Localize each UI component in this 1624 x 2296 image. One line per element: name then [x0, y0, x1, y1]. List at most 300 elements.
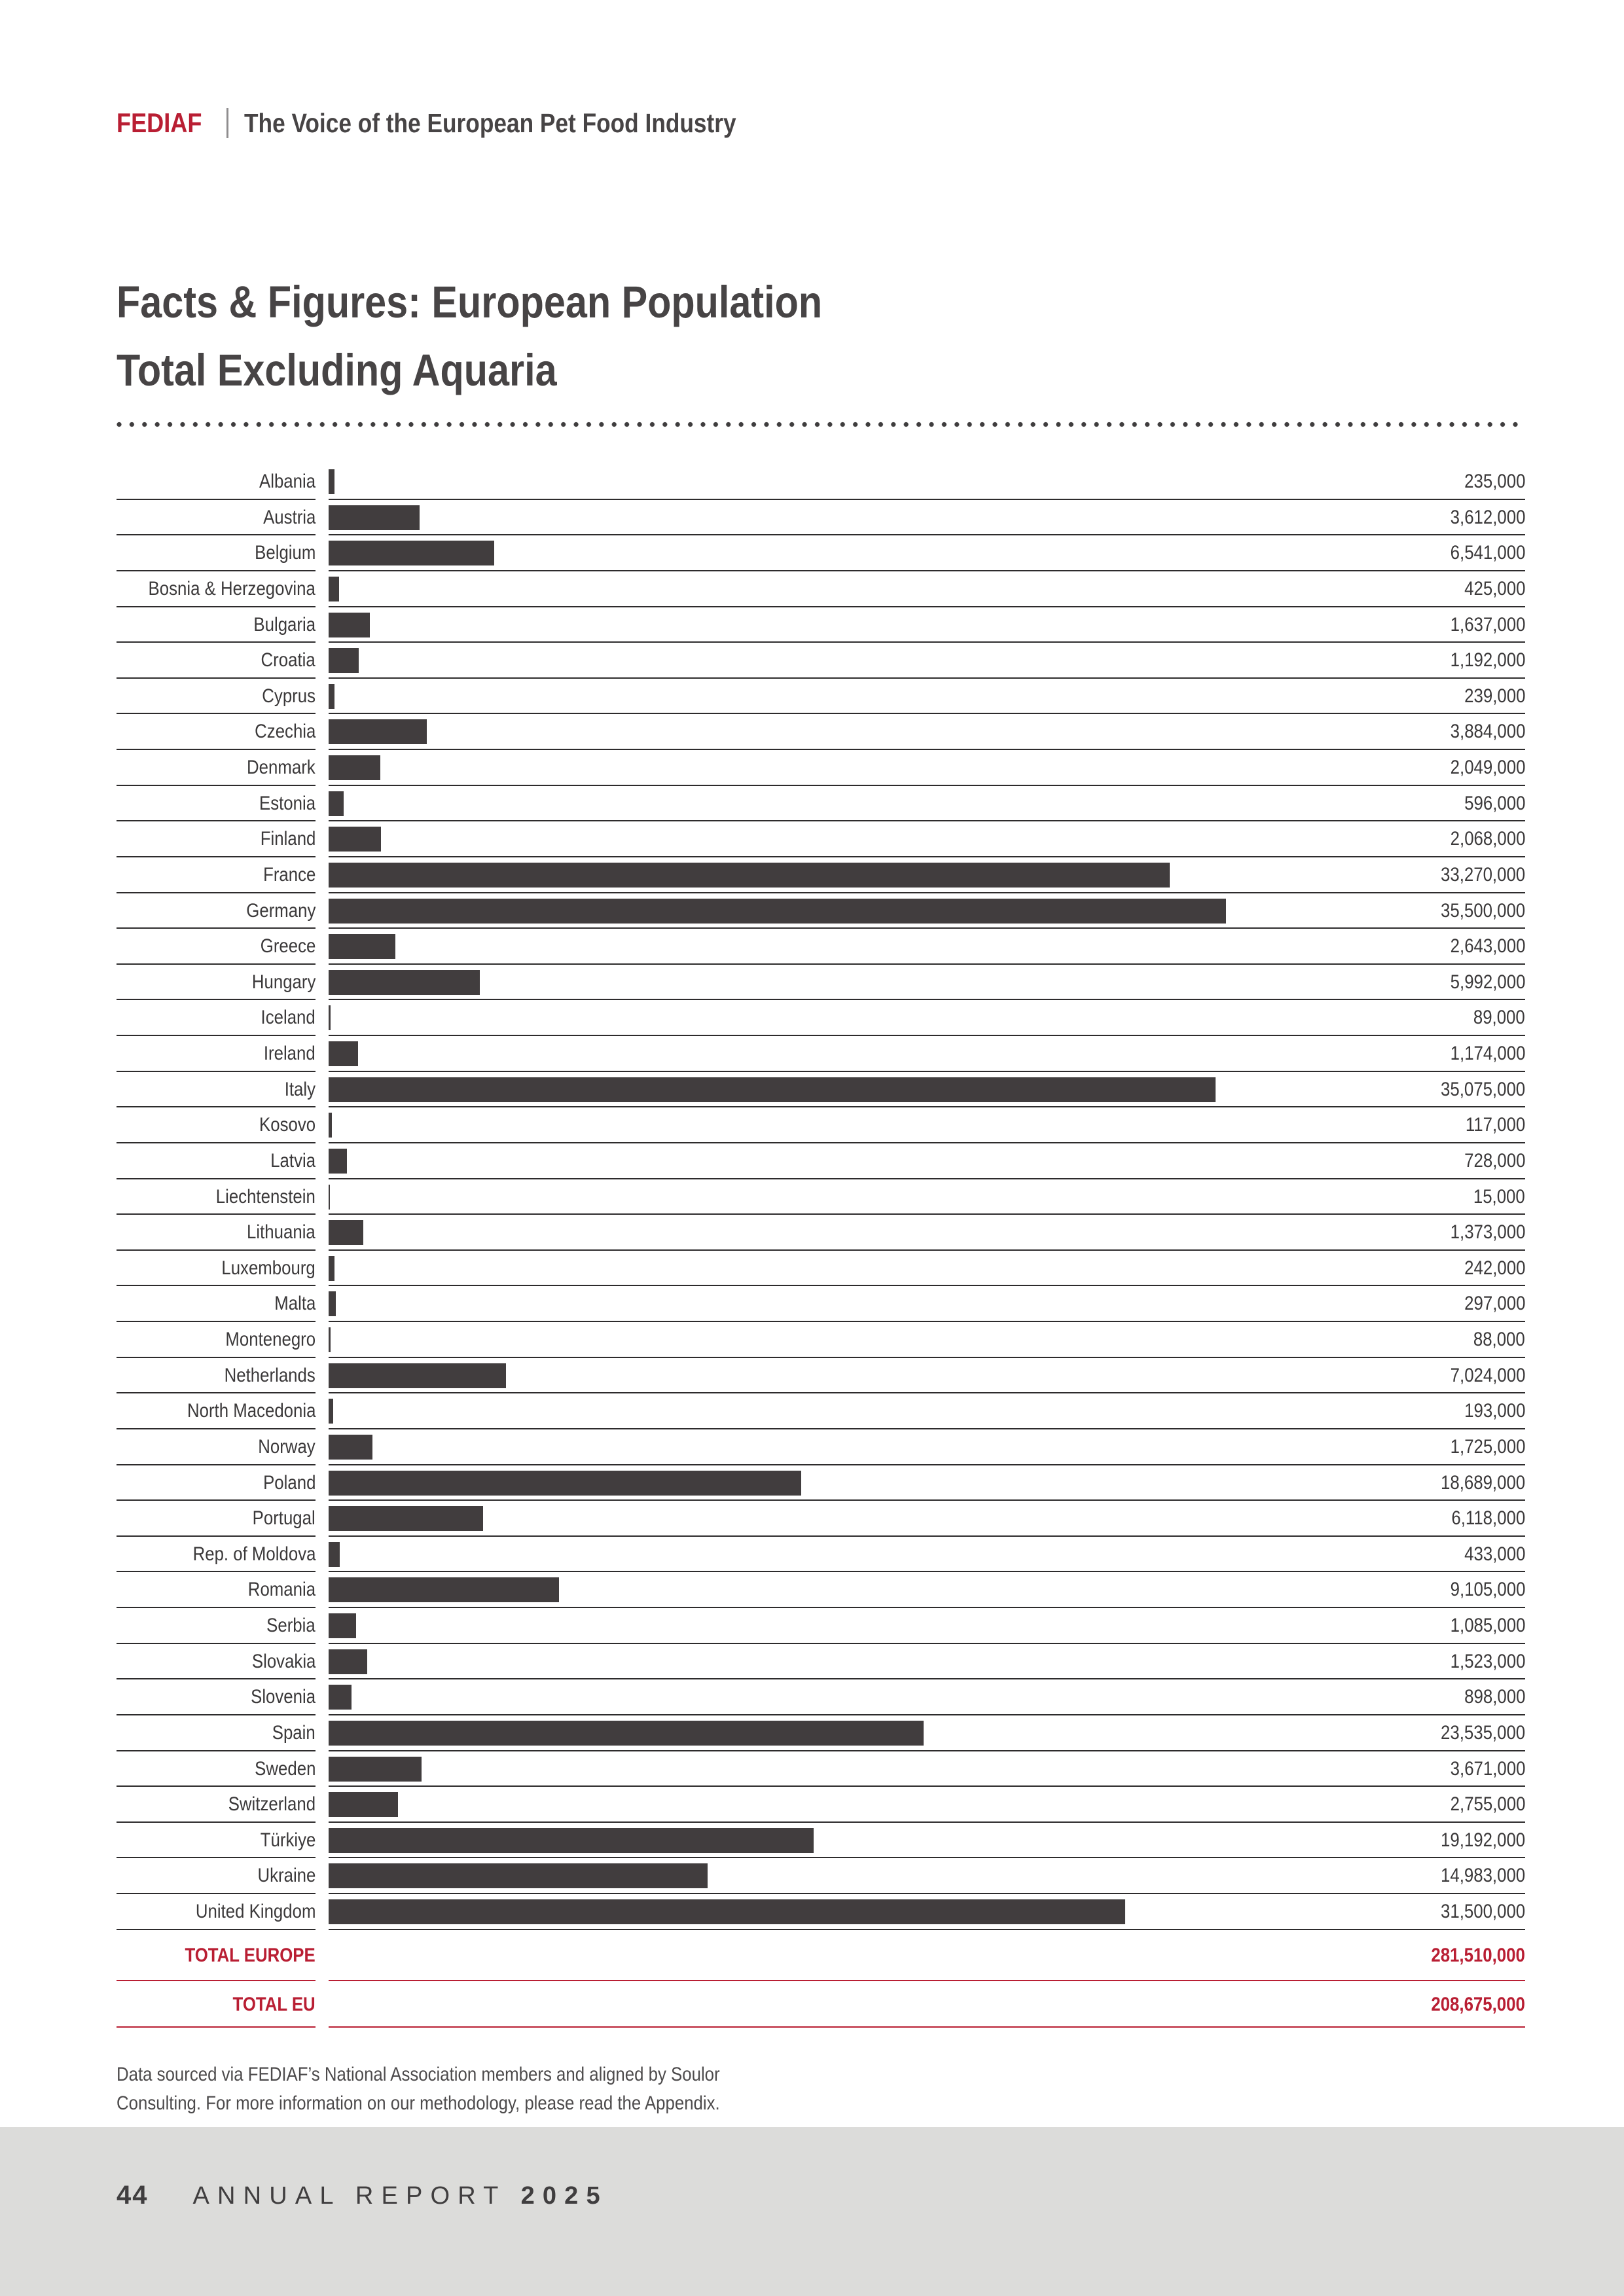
axis-gap [316, 1000, 329, 1036]
table-row [117, 1823, 1525, 1859]
bar-cell [329, 1787, 1525, 1823]
value-cell [1438, 821, 1525, 856]
value-label: 242,000 [1464, 1257, 1525, 1279]
country-label: Germany [245, 899, 316, 922]
total-eu-label: TOTAL EU [232, 1993, 316, 2015]
page-title-line2: Total Excluding Aquaria [117, 345, 557, 396]
axis-gap [316, 1465, 329, 1501]
country-label: Slovakia [251, 1650, 316, 1672]
total-eu-value: 208,675,000 [1431, 1993, 1525, 2015]
axis-gap [316, 1572, 329, 1608]
table-row [117, 1286, 1525, 1322]
value-cell [1454, 464, 1525, 499]
country-label-cell [117, 1608, 316, 1644]
bar-cell [329, 1251, 1525, 1287]
bar [329, 934, 395, 959]
value-cell [1427, 1465, 1525, 1500]
table-row [117, 1894, 1525, 1930]
bar-cell [329, 1823, 1525, 1859]
table-row [117, 857, 1525, 893]
country-label: Malta [274, 1293, 316, 1315]
total-europe-label-cell [117, 1930, 316, 1981]
report-year: 2025 [520, 2182, 608, 2210]
value-label: 23,535,000 [1440, 1721, 1525, 1744]
country-label-cell [117, 714, 316, 750]
country-label: Luxembourg [221, 1257, 316, 1279]
bar [329, 1220, 363, 1245]
country-label: Poland [262, 1471, 316, 1494]
value-cell [1427, 893, 1525, 928]
bar-cell [329, 1286, 1525, 1322]
country-label-cell [117, 464, 316, 500]
value-cell [1438, 643, 1525, 677]
bar [329, 1435, 372, 1460]
axis-gap [316, 1501, 329, 1537]
axis-gap [316, 1679, 329, 1715]
bar-cell [329, 500, 1525, 536]
table-row [117, 929, 1525, 965]
country-label-cell [117, 965, 316, 1001]
bar-cell [329, 714, 1525, 750]
table-row [117, 1715, 1525, 1751]
country-label: Hungary [251, 971, 316, 993]
brand-text: FEDIAF [117, 107, 202, 138]
value-label: 3,671,000 [1450, 1757, 1525, 1780]
country-label-cell [117, 929, 316, 965]
table-row [117, 1644, 1525, 1680]
bar-cell [329, 857, 1525, 893]
axis-gap [316, 1537, 329, 1573]
country-label-cell [117, 1894, 316, 1930]
bar-cell [329, 1537, 1525, 1573]
bar-cell [329, 893, 1525, 929]
country-label: Iceland [261, 1007, 316, 1029]
value-label: 5,992,000 [1450, 971, 1525, 993]
bar [329, 1363, 506, 1388]
country-label-cell [117, 1537, 316, 1573]
value-cell [1439, 1501, 1525, 1535]
bar [329, 1899, 1125, 1924]
bar [329, 541, 494, 565]
value-label: 898,000 [1464, 1686, 1525, 1708]
bar [329, 863, 1170, 888]
bar-cell [329, 1000, 1525, 1036]
country-label-cell [117, 1251, 316, 1287]
footer-content [117, 2181, 608, 2210]
axis-gap [316, 571, 329, 607]
bar-cell [329, 1572, 1525, 1608]
country-label: Austria [262, 506, 316, 528]
country-label: Norway [258, 1435, 316, 1458]
country-label: Netherlands [224, 1364, 316, 1386]
axis-gap [316, 929, 329, 965]
axis-gap [316, 1036, 329, 1072]
bar-cell [329, 607, 1525, 643]
country-label-cell [117, 1107, 316, 1143]
table-row [117, 679, 1525, 715]
brand-logo-text [117, 107, 216, 139]
country-label-cell [117, 1072, 316, 1108]
country-label-cell [117, 1000, 316, 1036]
country-label-cell [117, 643, 316, 679]
country-label-cell [117, 607, 316, 643]
value-cell [1438, 1644, 1525, 1679]
axis-gap [316, 1608, 329, 1644]
value-cell [1454, 1143, 1525, 1178]
dotted-divider [117, 422, 1525, 427]
bar-cell [329, 643, 1525, 679]
bar [329, 1291, 336, 1316]
bar [329, 1005, 331, 1030]
country-label: Liechtenstein [215, 1185, 316, 1208]
bar [329, 1077, 1216, 1102]
value-label: 235,000 [1464, 471, 1525, 492]
value-cell [1438, 929, 1525, 963]
axis-gap [316, 1751, 329, 1787]
value-cell [1454, 786, 1525, 821]
footnote-line2: Consulting. For more information on our methodology, please read the Appendix. [117, 2092, 720, 2114]
value-cell [1438, 1787, 1525, 1821]
bar-cell [329, 1501, 1525, 1537]
bar-cell [329, 1679, 1525, 1715]
value-cell [1465, 1179, 1525, 1214]
bar [329, 1542, 340, 1567]
country-label-cell [117, 750, 316, 786]
value-cell [1454, 1537, 1525, 1571]
table-row [117, 1751, 1525, 1787]
bar [329, 1613, 356, 1638]
table-row [117, 1787, 1525, 1823]
country-label-cell [117, 786, 316, 822]
bar [329, 1828, 814, 1853]
country-label: Ukraine [257, 1865, 316, 1887]
value-cell [1438, 535, 1525, 570]
country-label-cell [117, 1358, 316, 1394]
country-label: Kosovo [259, 1114, 316, 1136]
bar-cell [329, 1393, 1525, 1429]
country-label-cell [117, 571, 316, 607]
country-label-cell [117, 1715, 316, 1751]
header-divider [226, 108, 228, 138]
table-row [117, 571, 1525, 607]
value-label: 425,000 [1464, 577, 1525, 600]
table-row [117, 464, 1525, 500]
bar [329, 719, 427, 744]
table-row [117, 1215, 1525, 1251]
table-row [117, 1537, 1525, 1573]
table-row [117, 1465, 1525, 1501]
bar [329, 1327, 331, 1352]
axis-gap [316, 607, 329, 643]
axis-gap [316, 1072, 329, 1108]
country-label-cell [117, 535, 316, 571]
table-row [117, 714, 1525, 750]
bar [329, 755, 380, 780]
bar-cell [329, 750, 1525, 786]
bar [329, 469, 334, 494]
value-label: 2,755,000 [1450, 1793, 1525, 1816]
value-cell [1427, 1894, 1525, 1929]
report-label: ANNUAL REPORT [192, 2182, 506, 2210]
bar [329, 1399, 333, 1424]
value-label: 18,689,000 [1440, 1471, 1525, 1494]
table-row [117, 607, 1525, 643]
value-cell [1438, 500, 1525, 535]
axis-gap [316, 1787, 329, 1823]
axis-gap [316, 643, 329, 679]
country-label-cell [117, 1143, 316, 1179]
table-row [117, 1358, 1525, 1394]
value-cell [1427, 1823, 1525, 1857]
country-label-cell [117, 500, 316, 536]
table-row [117, 821, 1525, 857]
table-row [117, 786, 1525, 822]
axis-gap [316, 1393, 329, 1429]
country-label-cell [117, 1036, 316, 1072]
country-label: Portugal [252, 1507, 316, 1530]
value-label: 14,983,000 [1440, 1865, 1525, 1887]
country-label: Switzerland [228, 1793, 316, 1816]
table-row [117, 535, 1525, 571]
country-label: Spain [272, 1721, 316, 1744]
value-cell [1438, 965, 1525, 999]
value-label: 2,049,000 [1450, 757, 1525, 778]
table-row [117, 1572, 1525, 1608]
bar-cell [329, 1858, 1525, 1894]
bar [329, 613, 370, 637]
axis-gap [316, 893, 329, 929]
country-label: North Macedonia [187, 1400, 316, 1422]
axis-gap [316, 1107, 329, 1143]
value-label: 1,725,000 [1450, 1435, 1525, 1458]
country-label: Bulgaria [253, 613, 316, 636]
country-label-cell [117, 1572, 316, 1608]
bar-cell [329, 1894, 1525, 1930]
value-label: 15,000 [1473, 1185, 1525, 1208]
bar [329, 1685, 352, 1710]
table-row [117, 1393, 1525, 1429]
country-label: Latvia [270, 1149, 316, 1172]
country-label: Belgium [254, 542, 316, 564]
country-label-cell [117, 1215, 316, 1251]
bar [329, 577, 339, 601]
table-row [117, 750, 1525, 786]
bar-cell [329, 929, 1525, 965]
bar [329, 1041, 358, 1066]
country-label-cell [117, 1179, 316, 1215]
value-label: 1,373,000 [1450, 1221, 1525, 1244]
axis-gap [316, 1823, 329, 1859]
bar [329, 648, 359, 673]
country-label-cell [117, 1286, 316, 1322]
bar-cell [329, 535, 1525, 571]
total-europe-row [117, 1930, 1525, 1981]
value-label: 1,085,000 [1450, 1615, 1525, 1636]
value-cell [1438, 1429, 1525, 1464]
value-label: 1,637,000 [1450, 613, 1525, 636]
bar-cell [329, 679, 1525, 715]
bar-cell [329, 1751, 1525, 1787]
bar-cell [329, 1715, 1525, 1751]
table-row [117, 1858, 1525, 1894]
bar-cell [329, 1608, 1525, 1644]
bar-cell [329, 1072, 1525, 1108]
total-europe-label: TOTAL EUROPE [185, 1944, 316, 1966]
country-label-cell [117, 1751, 316, 1787]
value-cell [1427, 857, 1525, 892]
country-label: United Kingdom [195, 1901, 316, 1922]
value-label: 1,174,000 [1450, 1043, 1525, 1064]
value-cell [1454, 1286, 1525, 1321]
country-label-cell [117, 1858, 316, 1894]
table-row [117, 1179, 1525, 1215]
bar-cell [329, 1465, 1525, 1501]
table-row [117, 643, 1525, 679]
bar [329, 1256, 334, 1281]
axis-gap [316, 1358, 329, 1394]
axis-gap [316, 464, 329, 500]
axis-gap [316, 1251, 329, 1287]
country-label: Greece [260, 935, 316, 958]
value-label: 728,000 [1464, 1149, 1525, 1172]
table-row [117, 1000, 1525, 1036]
country-label: Cyprus [262, 685, 316, 707]
chart-rows [117, 464, 1525, 1930]
axis-gap [316, 1179, 329, 1215]
axis-gap [316, 750, 329, 786]
table-row [117, 893, 1525, 929]
axis-gap [316, 1429, 329, 1465]
value-label: 35,075,000 [1440, 1078, 1525, 1100]
country-label: Italy [284, 1078, 316, 1100]
value-cell [1454, 1393, 1525, 1428]
axis-gap [316, 857, 329, 893]
value-cell [1454, 679, 1525, 713]
bar-cell [329, 1358, 1525, 1394]
value-label: 88,000 [1473, 1329, 1525, 1350]
value-cell [1438, 1358, 1525, 1393]
value-label: 239,000 [1464, 685, 1525, 707]
axis-gap [316, 1215, 329, 1251]
table-row [117, 1143, 1525, 1179]
page-title-line1: Facts & Figures: European Population [117, 277, 823, 328]
country-label-cell [117, 1823, 316, 1859]
table-row [117, 1679, 1525, 1715]
value-label: 1,523,000 [1450, 1650, 1525, 1672]
axis-gap [316, 1894, 329, 1930]
bar-cell [329, 1215, 1525, 1251]
country-label-cell [117, 857, 316, 893]
bar [329, 1721, 924, 1746]
page-title [117, 268, 937, 404]
value-label: 433,000 [1464, 1543, 1525, 1565]
total-eu-label-cell [117, 1981, 316, 2028]
bar [329, 970, 480, 995]
country-label: Estonia [259, 792, 316, 814]
country-label: Lithuania [247, 1221, 316, 1244]
value-label: 9,105,000 [1450, 1579, 1525, 1601]
country-label-cell [117, 1501, 316, 1537]
country-label: Croatia [261, 649, 316, 672]
country-label: Serbia [266, 1615, 316, 1636]
axis-gap [316, 535, 329, 571]
bar [329, 1792, 398, 1817]
bar [329, 827, 381, 852]
footnote-line1: Data sourced via FEDIAF’s National Association members and aligned by Soulor [117, 2064, 720, 2085]
value-cell [1454, 1251, 1525, 1285]
country-label-cell [117, 1322, 316, 1358]
bar [329, 505, 420, 530]
bar-cell [329, 786, 1525, 822]
bar-cell [329, 965, 1525, 1001]
axis-gap [316, 786, 329, 822]
country-label: Montenegro [225, 1329, 316, 1350]
bar-cell [329, 464, 1525, 500]
total-europe-value: 281,510,000 [1431, 1944, 1525, 1966]
bar [329, 1757, 422, 1782]
value-label: 89,000 [1473, 1007, 1525, 1029]
bar-cell [329, 1179, 1525, 1215]
axis-gap [316, 714, 329, 750]
value-cell [1438, 714, 1525, 749]
value-label: 19,192,000 [1440, 1829, 1525, 1851]
table-row [117, 965, 1525, 1001]
value-label: 33,270,000 [1440, 863, 1525, 886]
country-label: Denmark [247, 757, 316, 778]
value-label: 6,541,000 [1450, 542, 1525, 564]
axis-gap [316, 1143, 329, 1179]
bar [329, 1149, 347, 1174]
country-label: Czechia [254, 721, 316, 743]
country-label: Romania [247, 1579, 316, 1601]
brand-tagline: The Voice of the European Pet Food Industry [244, 107, 736, 138]
table-row [117, 1251, 1525, 1287]
value-label: 193,000 [1464, 1400, 1525, 1422]
country-label-cell [117, 893, 316, 929]
table-row [117, 1036, 1525, 1072]
value-cell [1427, 1858, 1525, 1893]
value-cell [1438, 1215, 1525, 1249]
country-label-cell [117, 1465, 316, 1501]
total-eu-row [117, 1981, 1525, 2028]
bar [329, 1471, 801, 1496]
bar-cell [329, 1644, 1525, 1680]
value-label: 6,118,000 [1451, 1507, 1525, 1530]
axis-gap [316, 500, 329, 536]
footnote [117, 2060, 818, 2118]
value-cell [1465, 1322, 1525, 1357]
bar-cell [329, 571, 1525, 607]
table-row [117, 1429, 1525, 1465]
value-cell [1454, 1679, 1525, 1714]
value-label: 2,643,000 [1450, 935, 1525, 958]
value-cell [1454, 571, 1525, 606]
bar [329, 1506, 483, 1531]
value-label: 7,024,000 [1450, 1364, 1525, 1386]
value-label: 2,068,000 [1450, 828, 1525, 850]
value-cell [1438, 1751, 1525, 1786]
report-title [193, 2182, 608, 2210]
value-label: 117,000 [1465, 1114, 1525, 1136]
bar [329, 1649, 367, 1674]
axis-gap [316, 821, 329, 857]
population-bar-chart [117, 464, 1525, 2028]
bar [329, 1185, 330, 1210]
page-number: 44 [117, 2181, 149, 2210]
country-label: Bosnia & Herzegovina [148, 577, 316, 600]
bar [329, 684, 334, 709]
value-label: 3,612,000 [1450, 506, 1525, 528]
